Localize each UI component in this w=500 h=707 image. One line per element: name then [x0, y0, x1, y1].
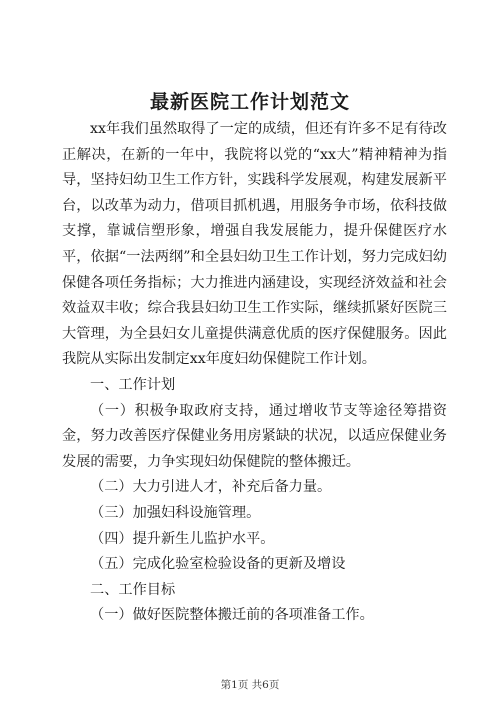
- document-body: [62, 117, 447, 629]
- plan-item-2: （二）大力引进人才，补充后备力量。: [90, 479, 332, 496]
- plan-item-5: （五）完成化验室检验设备的更新及增设: [90, 556, 346, 573]
- section-heading-work-plan: 一、工作计划: [90, 376, 176, 393]
- page-number: 第1页 共6页: [220, 679, 280, 691]
- plan-item-1: （一）积极争取政府支持，通过增收节支等途径筹措资金，努力改善医疗保健业务用房紧缺的状况，以适应保健业务发展的需要，力争实现妇幼保健院的整体搬迁。: [62, 402, 447, 470]
- plan-item-3: （三）加强妇科设施管理。: [90, 504, 261, 521]
- intro-paragraph: xx年我们虽然取得了一定的成绩，但还有许多不足有待改正解决，在新的一年中，我院将以党的“xx大”精神精神为指导，坚持妇幼卫生工作方针，实践科学发展观，构建发展新平台，以改革为动力，借项目抓机遇，用服务争市场，依科技做支撑，靠诚信塑形象，增强自我发展能力，提升保健医疗水平，依据“一法两纲”和全县妇幼卫生工作计划，努力完成妇幼保健各项任务指标；大力推进内涵建设，实现经济效益和社会效益双丰收；综合我县妇幼卫生工作实际，继续抓紧好医院三大管理，为全县妇女儿童提供满意优质的医疗保健服务。因此我院从实际出发制定xx年度妇幼保健院工作计划。: [62, 121, 447, 368]
- section-heading-work-goals: 二、工作目标: [90, 581, 176, 598]
- document-title: 最新医院工作计划范文: [149, 91, 350, 113]
- goal-item-1: （一）做好医院整体搬迁前的各项准备工作。: [90, 607, 374, 624]
- plan-item-4: （四）提升新生儿监护水平。: [90, 530, 275, 547]
